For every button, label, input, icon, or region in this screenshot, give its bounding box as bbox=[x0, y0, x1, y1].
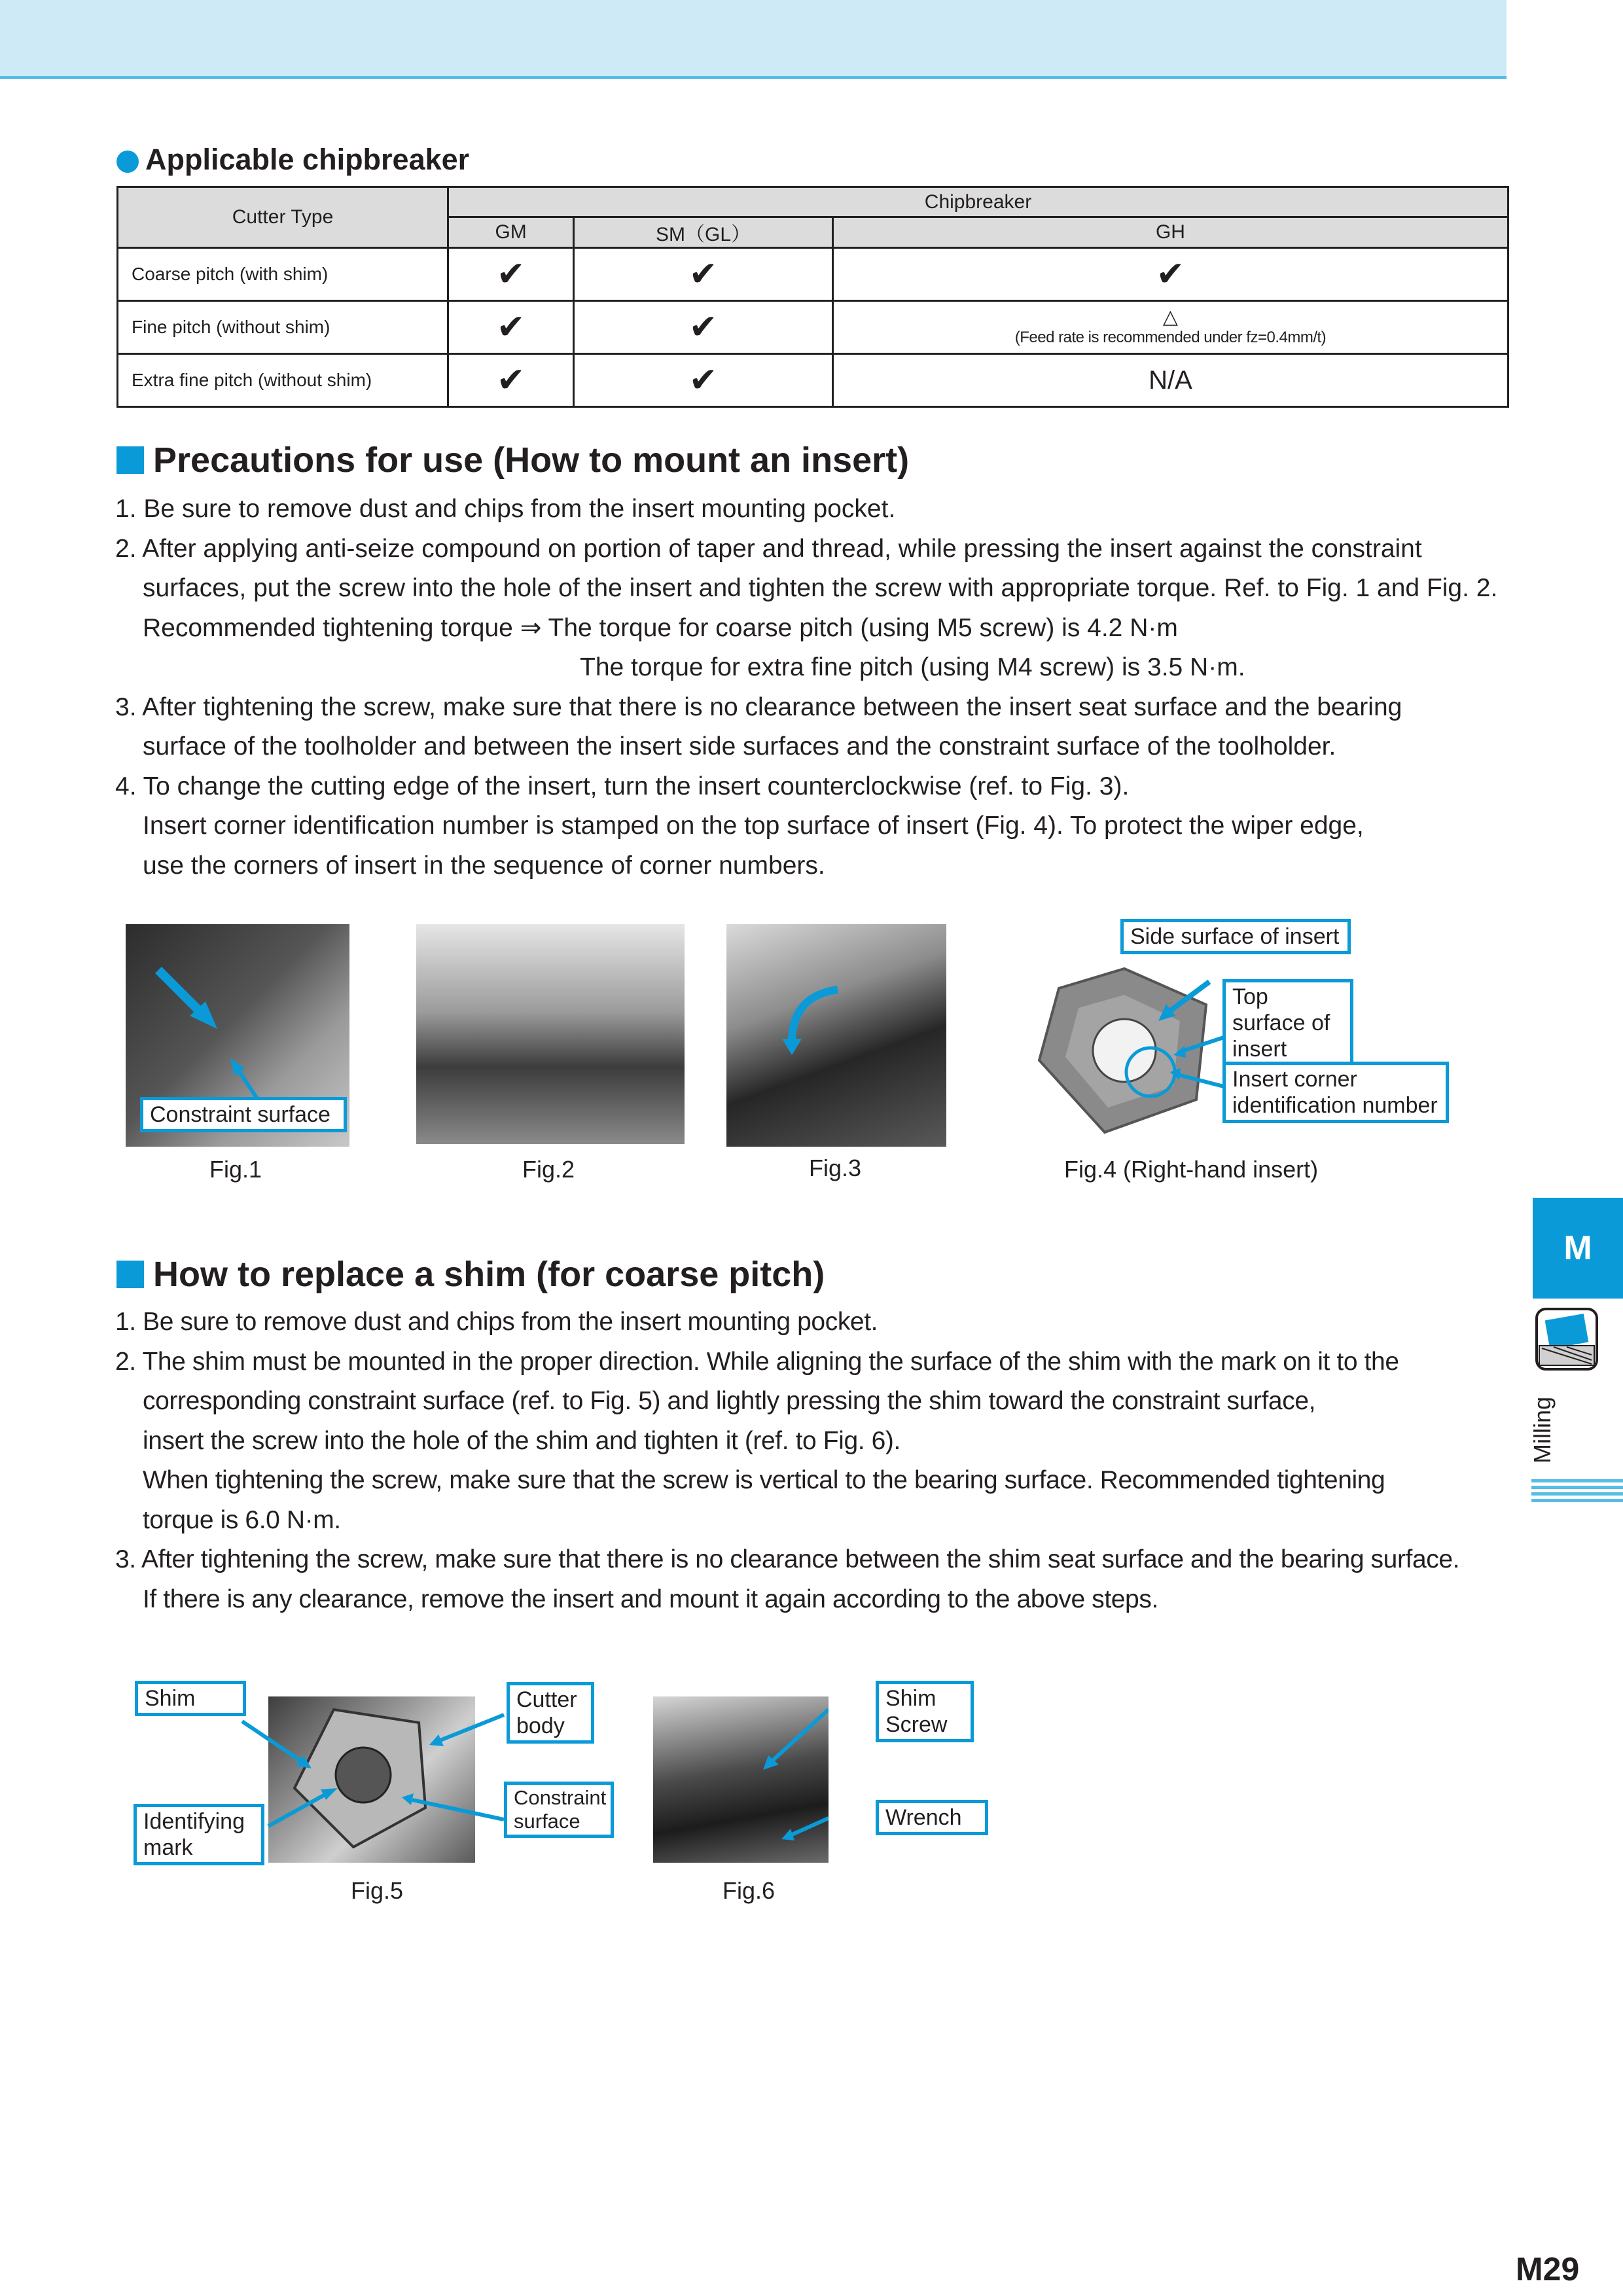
fig6-photo bbox=[653, 1696, 829, 1863]
table-row: Extra fine pitch (without shim) ✔ ✔ N/A bbox=[118, 354, 1508, 407]
column-header-sm: SM（GL） bbox=[574, 217, 833, 248]
gh-note: (Feed rate is recommended under fz=0.4mm/t) bbox=[1014, 329, 1327, 346]
insert-hole bbox=[1093, 1019, 1156, 1082]
page-number: M29 bbox=[1516, 2251, 1580, 2287]
check-icon: ✔ bbox=[574, 301, 833, 354]
table-row: Coarse pitch (with shim) ✔ ✔ ✔ bbox=[118, 248, 1508, 301]
check-icon: ✔ bbox=[574, 248, 833, 301]
fig4-caption: Fig.4 (Right-hand insert) bbox=[1064, 1156, 1319, 1183]
label-identifying-mark: Identifying mark bbox=[134, 1804, 264, 1865]
label-shim-screw: Shim Screw bbox=[876, 1681, 974, 1742]
fig6-caption: Fig.6 bbox=[722, 1877, 776, 1904]
label-corner-id-number: Insert corner identification number bbox=[1222, 1062, 1449, 1123]
label-constraint-surface: Constraint surface bbox=[140, 1097, 347, 1132]
header-band bbox=[0, 0, 1507, 79]
check-icon: ✔ bbox=[448, 248, 574, 301]
check-icon: ✔ bbox=[448, 354, 574, 407]
chipbreaker-header: Chipbreaker bbox=[448, 187, 1508, 217]
fig2-caption: Fig.2 bbox=[522, 1156, 575, 1183]
check-icon: ✔ bbox=[574, 354, 833, 407]
fig2-photo bbox=[416, 924, 685, 1144]
fig6-arrows bbox=[653, 1696, 829, 1863]
triangle-icon: △ bbox=[1162, 306, 1178, 328]
label-shim: Shim bbox=[135, 1681, 246, 1716]
cutter-type-header: Cutter Type bbox=[118, 187, 448, 248]
label-constraint-surface-fig5: Constraint surface bbox=[504, 1782, 614, 1838]
label-cutter-body: Cutter body bbox=[507, 1682, 594, 1744]
chipbreaker-table bbox=[116, 186, 1509, 408]
column-header-gm: GM bbox=[448, 217, 574, 248]
side-tab-label: Milling bbox=[1529, 1396, 1556, 1464]
section-precautions-title: Precautions for use (How to mount an insert) bbox=[116, 440, 909, 480]
fig5-caption: Fig.5 bbox=[351, 1877, 404, 1904]
replace-shim-text: 1. Be sure to remove dust and chips from the insert mounting pocket. 2. The shim must be mounted in the proper direction. While aligning the surface of the shim with the mark on it to the corresponding constraint surface (ref. to Fig. 5) and lightly pressing the shim toward the constraint surface, insert the screw into the hole of the shim and tighten it (ref. to Fig. 6). When tightening the screw, make sure that the screw is vertical to the bearing surface. Recommended tightening torque is 6.0 N·m. 3. After tightening the screw, make sure that there is no clearance between the shim seat surface and the bearing surface. If there is any clearance, remove the insert and mount it again according to the above steps. bbox=[115, 1308, 1460, 1613]
rotate-arrow-icon bbox=[726, 924, 946, 1147]
section-replace-shim-title: How to replace a shim (for coarse pitch) bbox=[116, 1254, 825, 1295]
label-wrench: Wrench bbox=[876, 1800, 988, 1835]
square-bullet-icon bbox=[116, 446, 144, 474]
check-icon: ✔ bbox=[832, 248, 1508, 301]
table-row: Fine pitch (without shim) ✔ ✔ △ (Feed rate is recommended under fz=0.4mm/t) bbox=[118, 301, 1508, 354]
fig3-photo bbox=[726, 924, 946, 1147]
check-icon: ✔ bbox=[448, 301, 574, 354]
side-tab-stripes bbox=[1531, 1479, 1623, 1502]
label-top-surface: Top surface of insert bbox=[1222, 979, 1353, 1067]
section-applicable-chipbreaker-title: Applicable chipbreaker bbox=[116, 143, 469, 177]
column-header-gh: GH bbox=[832, 217, 1508, 248]
fig3-caption: Fig.3 bbox=[809, 1155, 862, 1181]
side-tab-m[interactable]: M bbox=[1533, 1198, 1623, 1299]
square-bullet-icon bbox=[116, 1261, 144, 1288]
precautions-text: 1. Be sure to remove dust and chips from the insert mounting pocket. 2. After applying anti-seize compound on portion of taper and thread, while pressing the insert against the constraint surfaces, put the screw into the hole of the insert and tighten the screw with appropriate torque. Ref. to Fig. 1 and Fig. 2. Recommended tightening torque ⇒ The torque for coarse pitch (using M5 screw) is 4.2 N·m The torque for extra fine pitch (using M4 screw) is 3.5 N·m. 3. After tightening the screw, make sure that there is no clearance between the insert seat surface and the bearing surface of the toolholder and between the insert side surfaces and the constraint surface of the toolholder. 4. To change the cutting edge of the insert, turn the insert counterclockwise (ref. to Fig. 3). Insert corner identification number is stamped on the top surface of insert (Fig. 4). To protect the wiper edge, use the corners of insert in the sequence of corner numbers. bbox=[115, 495, 1498, 880]
fig1-caption: Fig.1 bbox=[209, 1156, 262, 1183]
label-side-surface: Side surface of insert bbox=[1120, 919, 1351, 954]
na-cell: N/A bbox=[832, 354, 1508, 407]
bullet-icon bbox=[116, 151, 139, 173]
milling-icon bbox=[1534, 1306, 1599, 1378]
